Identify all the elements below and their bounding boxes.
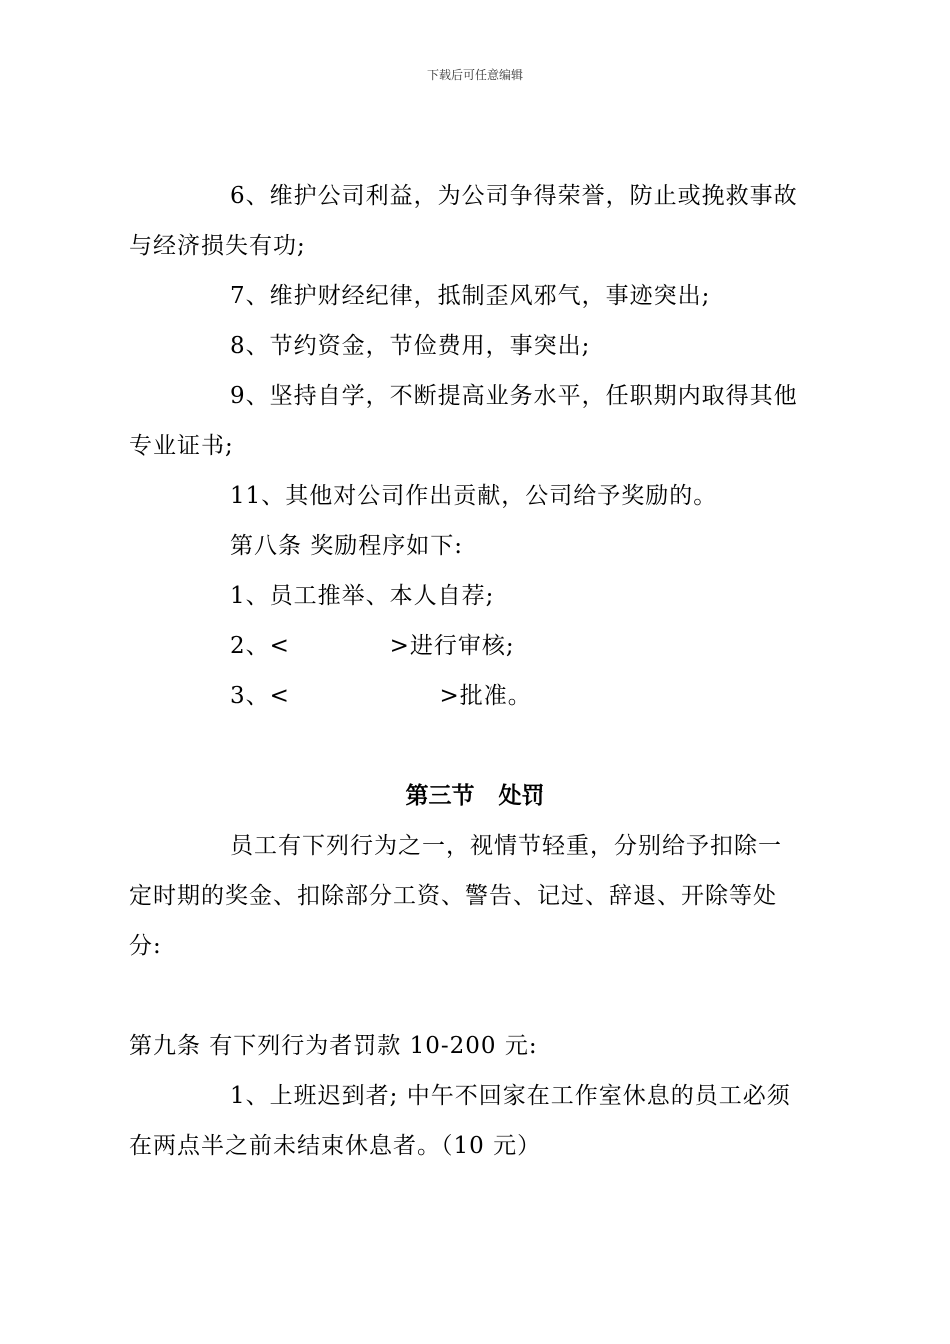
reward-item-6-cont: 与经济损失有功; (129, 233, 306, 259)
penalty-intro: 员工有下列行为之一，视情节轻重，分别给予扣除一 (230, 833, 782, 859)
penalty-item-1: 1、上班迟到者; 中午不回家在工作室休息的员工必须 (230, 1083, 791, 1109)
reward-item-8: 8、节约资金，节俭费用，事突出; (230, 333, 591, 359)
article-9-title: 第九条 有下列行为者罚款 10-200 元: (129, 1033, 538, 1059)
reward-item-9-cont: 专业证书; (129, 433, 234, 459)
procedure-step-2: 2、< >进行审核; (230, 633, 515, 659)
article-8-title: 第八条 奖励程序如下: (230, 533, 464, 559)
penalty-intro-cont-1: 定时期的奖金、扣除部分工资、警告、记过、辞退、开除等处 (129, 883, 777, 909)
page-header: 下载后可任意编辑 (426, 68, 523, 82)
penalty-intro-cont-2: 分: (129, 933, 162, 959)
section-heading: 第三节 处罚 (405, 782, 545, 809)
reward-item-7: 7、维护财经纪律，抵制歪风邪气，事迹突出; (230, 283, 711, 309)
penalty-item-1-cont: 在两点半之前未结束休息者。（10 元） (129, 1133, 542, 1159)
reward-item-6: 6、维护公司利益，为公司争得荣誉，防止或挽救事故 (230, 183, 798, 209)
reward-item-9: 9、坚持自学，不断提高业务水平，任职期内取得其他 (230, 383, 798, 409)
procedure-step-1: 1、员工推举、本人自荐; (230, 583, 495, 609)
procedure-step-3: 3、< >批准。 (230, 683, 532, 709)
reward-item-11: 11、其他对公司作出贡献，公司给予奖励的。 (230, 483, 718, 509)
